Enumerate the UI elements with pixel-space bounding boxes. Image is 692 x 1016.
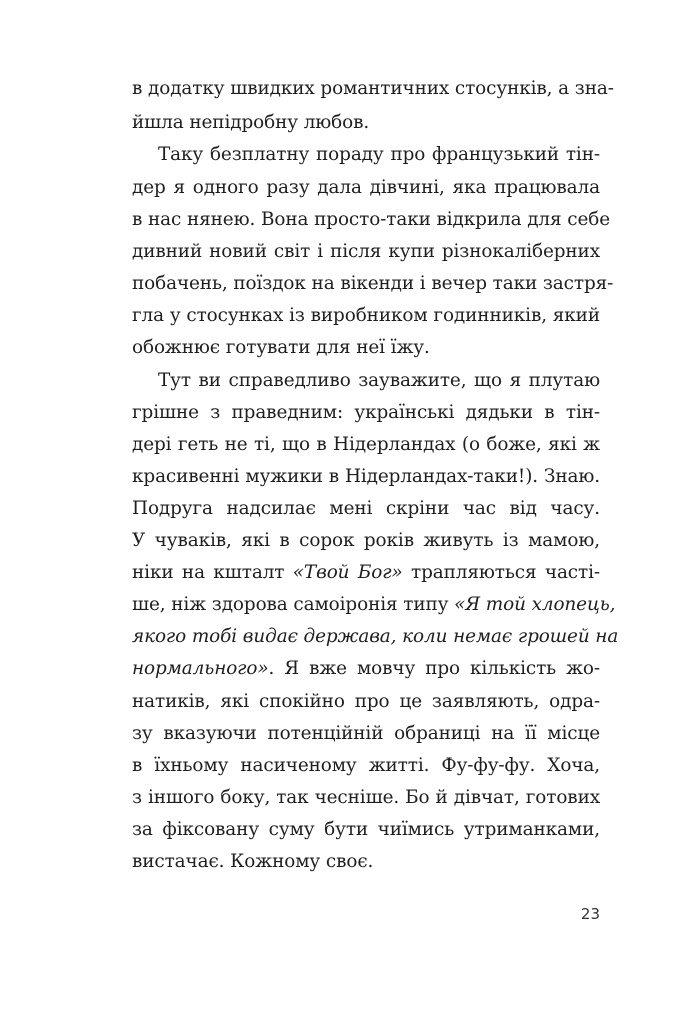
text-plain: ніки на кшталт [132,562,293,583]
text-line: обожнює готувати для неї їжу. [132,337,430,358]
text-line [132,590,616,620]
text-line: за фіксовану суму бути чиїмись утриманками, [132,819,600,840]
text-plain: . Я вже мовчу про кількість жо- [268,658,600,679]
text-line: побачень, поїздок на вікенди і вечер таки застря- [132,273,614,294]
text-line: дері геть не ті, що в Нідерландах (о боже, які ж [132,434,600,455]
text-italic: «Я той хлопець, [454,594,616,615]
text-line [132,558,600,588]
text-line [132,622,619,652]
text-line: Тут ви справедливо зауважите, що я плутаю [158,370,600,391]
text-line: Таку безплатну пораду про французький тін- [158,144,600,165]
text-plain: трапляються часті- [402,562,600,583]
text-line: вистачає. Кожному своє. [132,851,374,872]
text-line: дивний новий світ і після купи різнокаліберних [132,241,600,262]
text-line: в їхньому насиченому житті. Фу-фу-фу. Хоча, [132,755,600,776]
text-line: У чуваків, які в сорок років живуть із мамою, [132,530,600,551]
text-line: Подруга надсилає мені скріни час від часу. [132,498,600,519]
text-line: з іншого боку, так чесніше. Бо й дівчат, готових [132,787,600,808]
text-italic: нормального» [132,658,269,679]
text-line: в додатку швидких романтичних стосунків, а зна- [132,78,614,99]
text-line: гла у стосунках із виробником годинників, який [132,305,600,326]
text-line [132,654,600,684]
text-line: натиків, які спокійно про це заявляють, одра- [132,691,600,712]
text-line: дер я одного разу дала дівчині, яка працювала [132,177,600,198]
text-line: в нас нянею. Вона просто-таки відкрила для себе [132,209,610,230]
text-line: красивенні мужики в Нідерландах-таки!). Знаю. [132,466,600,487]
text-italic: «Твой Бог» [292,562,403,583]
page-number: 23 [580,905,600,923]
text-plain: ше, ніж здорова самоіронія типу [132,594,455,615]
text-line: йшла непідробну любов. [132,112,370,133]
text-italic: якого тобі видає держава, коли немає грошей на [132,626,619,647]
text-line: зу вказуючи потенційній обраниці на її місце [132,723,600,744]
text-line: грішне з праведним: українські дядьки в тін- [132,402,600,423]
